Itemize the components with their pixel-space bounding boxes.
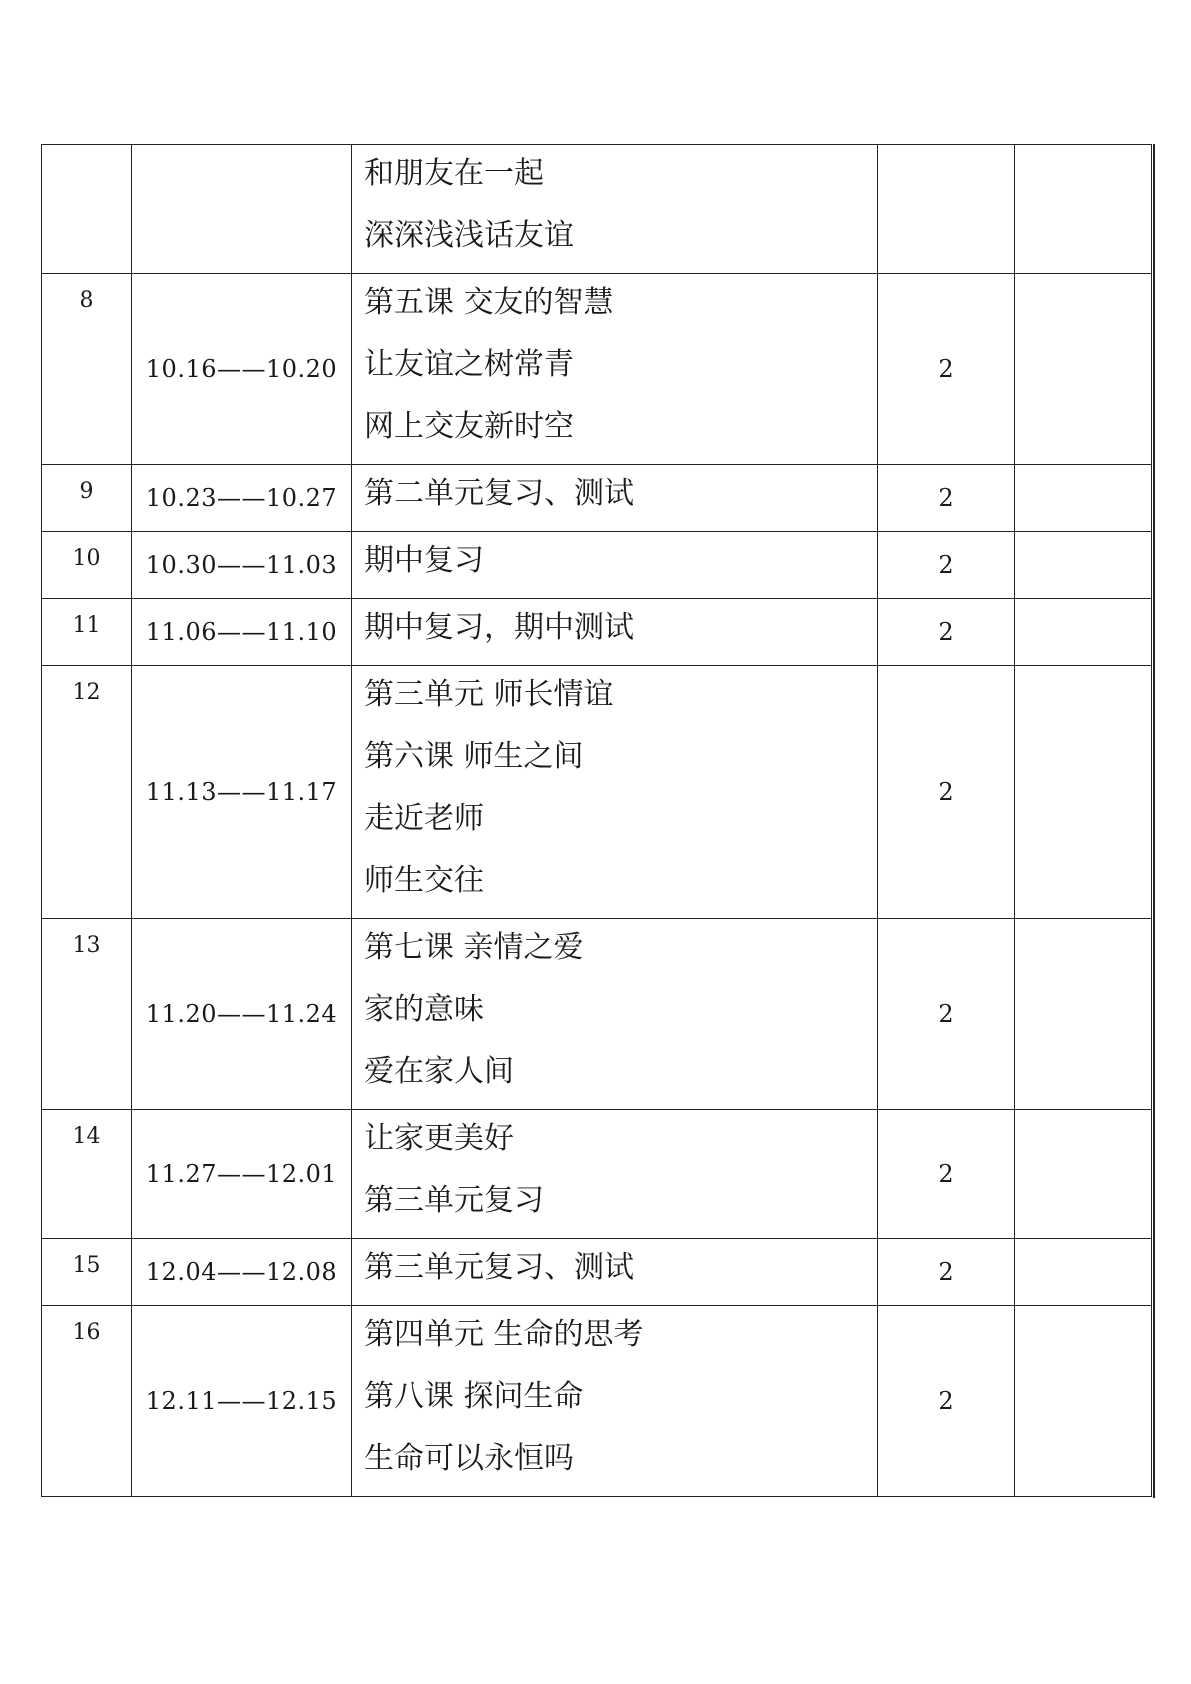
content-line: 走近老师 [364,801,484,836]
date-cell: 10.23——10.27 [132,465,352,532]
date-cell: 10.30——11.03 [132,532,352,599]
hours-cell: 2 [878,532,1015,599]
content-cell [352,274,878,465]
date-cell [132,145,352,274]
date-cell: 12.11——12.15 [132,1306,352,1497]
note-cell [1015,919,1152,1110]
date-cell: 11.13——11.17 [132,666,352,919]
table-row [42,145,1152,274]
content-cell [352,599,878,666]
note-cell [1015,274,1152,465]
week-cell [42,145,132,274]
content-line: 爱在家人间 [364,1054,514,1089]
content-line: 让友谊之树常青 [364,347,574,382]
note-cell [1015,1306,1152,1497]
hours-cell: 2 [878,1110,1015,1239]
content-line: 和朋友在一起 [364,156,544,191]
table-row [42,919,1152,1110]
note-cell [1015,1239,1152,1306]
hours-cell: 2 [878,274,1015,465]
note-cell [1015,532,1152,599]
content-line: 第四单元 生命的思考 [364,1317,644,1352]
week-cell: 8 [42,274,132,465]
content-cell [352,919,878,1110]
note-cell [1015,1110,1152,1239]
week-cell: 16 [42,1306,132,1497]
content-cell [352,145,878,274]
date-cell: 11.20——11.24 [132,919,352,1110]
week-cell: 9 [42,465,132,532]
table-row [42,599,1152,666]
schedule-body [42,145,1152,1497]
content-line: 网上交友新时空 [364,409,574,444]
content-cell [352,1306,878,1497]
note-cell [1015,145,1152,274]
week-cell: 11 [42,599,132,666]
content-cell [352,666,878,919]
note-cell [1015,666,1152,919]
content-line: 家的意味 [364,992,484,1027]
content-line: 期中复习 [364,543,484,578]
hours-cell: 2 [878,599,1015,666]
date-cell: 11.27——12.01 [132,1110,352,1239]
table-row [42,666,1152,919]
right-border-line [1153,144,1155,1498]
content-line: 师生交往 [364,863,484,898]
content-line: 第三单元复习 [364,1183,544,1218]
content-cell [352,532,878,599]
table-row [42,1306,1152,1497]
hours-cell: 2 [878,1306,1015,1497]
content-line: 第三单元复习、测试 [364,1250,634,1285]
note-cell [1015,599,1152,666]
hours-cell [878,145,1015,274]
schedule-table [41,144,1152,1497]
date-cell: 11.06——11.10 [132,599,352,666]
content-line: 期中复习，期中测试 [364,610,634,645]
hours-cell: 2 [878,919,1015,1110]
hours-cell: 2 [878,666,1015,919]
content-line: 第六课 师生之间 [364,739,584,774]
table-row [42,1239,1152,1306]
content-cell [352,465,878,532]
content-line: 第八课 探问生命 [364,1379,584,1414]
content-line: 第五课 交友的智慧 [364,285,614,320]
week-cell: 13 [42,919,132,1110]
note-cell [1015,465,1152,532]
week-cell: 12 [42,666,132,919]
table-row [42,274,1152,465]
hours-cell: 2 [878,465,1015,532]
table-row [42,465,1152,532]
content-line: 深深浅浅话友谊 [364,218,574,253]
content-line: 第七课 亲情之爱 [364,930,584,965]
date-cell: 12.04——12.08 [132,1239,352,1306]
content-line: 第三单元 师长情谊 [364,677,614,712]
table-row [42,1110,1152,1239]
content-line: 让家更美好 [364,1121,514,1156]
week-cell: 14 [42,1110,132,1239]
content-cell [352,1110,878,1239]
content-cell [352,1239,878,1306]
table-row [42,532,1152,599]
date-cell: 10.16——10.20 [132,274,352,465]
week-cell: 15 [42,1239,132,1306]
week-cell: 10 [42,532,132,599]
hours-cell: 2 [878,1239,1015,1306]
content-line: 第二单元复习、测试 [364,476,634,511]
content-line: 生命可以永恒吗 [364,1441,574,1476]
